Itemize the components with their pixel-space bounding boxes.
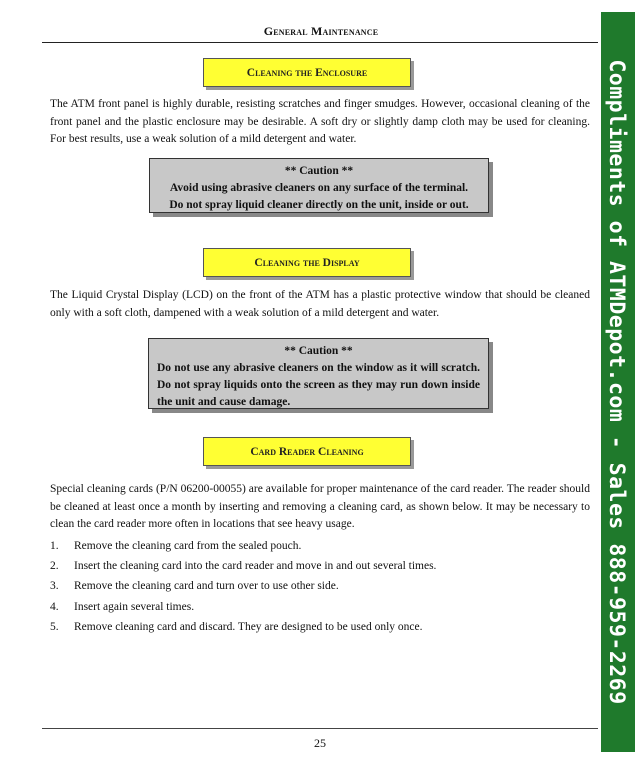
section-title-display: Cleaning the Display	[203, 248, 411, 277]
list-item	[50, 540, 590, 560]
card-reader-paragraph: Special cleaning cards (P/N 06200-00055) are available for proper maintenance of the card reader. The reader should be cleaned at least once a month by inserting and removing a cleaning card, as shown below. It may be necessary to clean the card reader more often in locations that see heavy usage.	[50, 483, 590, 530]
caution-body: Do not use any abrasive cleaners on the window as it will scratch. Do not spray liquids onto the screen as they may run down inside the unit and cause damage.	[157, 362, 480, 408]
display-caution-box	[148, 338, 489, 409]
caution-heading: ** Caution **	[284, 345, 353, 357]
list-item	[50, 601, 590, 621]
display-paragraph: The Liquid Crystal Display (LCD) on the front of the ATM has a plastic protective window that should be cleaned only with a soft cloth, dampened with a weak solution of a mild detergent and water.	[50, 289, 590, 319]
side-banner-text: Compliments of ATMDepot.com - Sales 888-959-2269	[604, 59, 630, 705]
step-number: 2.	[50, 560, 59, 573]
list-item	[50, 560, 590, 580]
step-number: 4.	[50, 600, 59, 613]
page-header-title: General Maintenance	[263, 24, 379, 38]
step-number: 1.	[50, 540, 59, 552]
list-item	[50, 580, 590, 600]
footer-divider	[42, 728, 598, 729]
step-text: Remove cleaning card and discard. They are designed to be used only once.	[74, 620, 423, 633]
step-number: 3.	[50, 580, 59, 593]
enclosure-paragraph: The ATM front panel is highly durable, resisting scratches and finger smudges. However, occasional cleaning of the front panel and the plastic enclosure may be desirable. A soft dry or slightly damp cloth may be used for cleaning. For best results, use a weak solution of a mild detergent and water.	[50, 98, 590, 145]
cleaning-steps-list	[50, 540, 590, 641]
section-title-enclosure: Cleaning the Enclosure	[203, 58, 411, 87]
caution-heading: ** Caution **	[284, 165, 354, 177]
list-item	[50, 621, 590, 641]
step-number: 5.	[50, 620, 59, 633]
enclosure-caution-box	[149, 158, 489, 213]
step-text: Insert the cleaning card into the card reader and move in and out several times.	[74, 560, 437, 573]
caution-line: Avoid using abrasive cleaners on any surface of the terminal.	[169, 182, 469, 194]
page-number: 25	[314, 736, 326, 750]
step-text: Remove the cleaning card from the sealed pouch.	[74, 540, 302, 552]
step-text: Insert again several times.	[74, 600, 195, 613]
step-text: Remove the cleaning card and turn over to use other side.	[74, 580, 339, 593]
section-title-card-reader: Card Reader Cleaning	[203, 437, 411, 466]
header-divider	[42, 42, 598, 43]
caution-line: Do not spray liquid cleaner directly on the unit, inside or out.	[169, 199, 469, 211]
